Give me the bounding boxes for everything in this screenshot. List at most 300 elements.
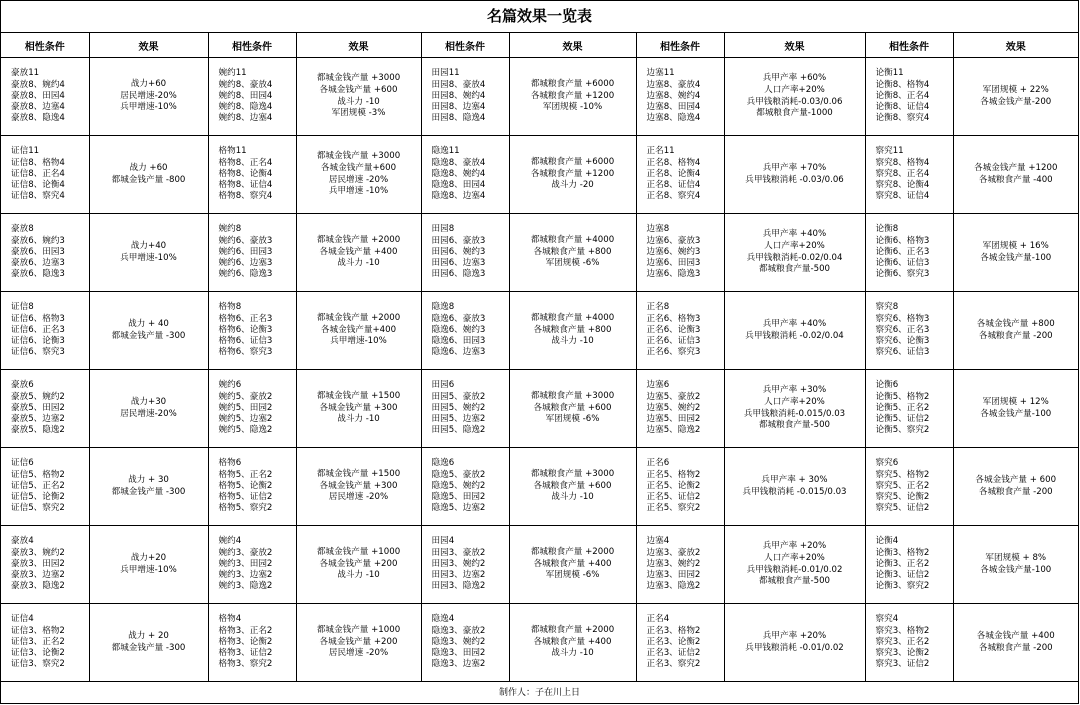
condition-line: 隐逸5、婉约2 [431, 480, 486, 491]
effect-line: 军团规模 + 16% [982, 240, 1049, 251]
effect-line: 都城金钱产量 +1500 [316, 390, 401, 401]
condition-line: 婉约5、田园2 [218, 402, 273, 413]
condition-line: 正名4 [646, 614, 670, 625]
effect-cell [724, 604, 865, 682]
condition-line: 正名3、论衡2 [646, 636, 701, 647]
effect-line: 战斗力 -20 [551, 180, 594, 191]
condition-line: 论衡5、察究2 [875, 425, 930, 436]
condition-line: 格物8、正名4 [218, 157, 273, 168]
condition-line: 豪放8 [11, 224, 34, 235]
effect-cell [724, 526, 865, 604]
condition-line: 隐逸8、豪放4 [431, 157, 486, 168]
condition-line: 察究8、论衡4 [875, 180, 930, 191]
condition-line: 论衡11 [875, 68, 904, 79]
condition-line: 正名6、证信3 [646, 336, 701, 347]
table-row [1, 370, 1078, 448]
condition-line: 田园6 [431, 380, 455, 391]
condition-cell [208, 448, 296, 526]
condition-line: 田园6、边塞3 [431, 258, 486, 269]
condition-line: 察究6、论衡3 [875, 336, 930, 347]
effect-cell [89, 58, 208, 136]
condition-line: 隐逸6 [431, 458, 455, 469]
effect-line: 都城粮食产量-1000 [756, 108, 833, 119]
condition-cell [865, 448, 953, 526]
condition-line: 正名8、察究4 [646, 191, 701, 202]
effect-line: 战斗力 -10 [337, 258, 380, 269]
condition-line: 婉约8、隐逸4 [218, 102, 273, 113]
condition-line: 隐逸8、边塞4 [431, 191, 486, 202]
condition-cell [1, 292, 89, 370]
effect-line: 各城金钱产量 +200 [319, 558, 398, 569]
effect-cell [509, 604, 636, 682]
condition-line: 隐逸6、婉约3 [431, 324, 486, 335]
header-condition: 相性条件 [865, 33, 953, 58]
effect-line: 各城金钱产量 + 600 [975, 474, 1057, 485]
condition-line: 察究8、证信4 [875, 191, 930, 202]
effect-cell [296, 526, 421, 604]
condition-cell [421, 292, 509, 370]
effect-line: 各城金钱产量+400 [320, 324, 397, 335]
effect-line: 都城金钱产量 -800 [111, 174, 186, 185]
effect-line: 兵甲产率 + 30% [761, 474, 828, 485]
condition-line: 格物3、察究2 [218, 659, 273, 670]
effect-cell [296, 292, 421, 370]
effect-line: 各城粮食产量 +400 [533, 636, 612, 647]
condition-line: 格物6、正名3 [218, 313, 273, 324]
effect-line: 兵甲产率 +40% [762, 318, 827, 329]
condition-line: 正名8、论衡4 [646, 168, 701, 179]
effect-line: 战斗力 -10 [551, 648, 594, 659]
effect-cell [509, 448, 636, 526]
effect-line: 各城金钱产量-200 [980, 96, 1052, 107]
effect-line: 战力 + 40 [128, 318, 169, 329]
condition-line: 边塞11 [646, 68, 675, 79]
condition-line: 证信5、正名2 [11, 480, 65, 491]
condition-line: 证信11 [11, 146, 40, 157]
effect-line: 兵甲增速-10% [120, 102, 177, 113]
condition-line: 证信8 [11, 302, 34, 313]
condition-line: 边塞4 [646, 536, 670, 547]
condition-line: 婉约11 [218, 68, 247, 79]
effect-line: 军团规模 -6% [545, 258, 600, 269]
effect-line: 都城金钱产量 +1000 [316, 624, 401, 635]
effect-cell [724, 448, 865, 526]
condition-cell [421, 526, 509, 604]
condition-cell [208, 58, 296, 136]
condition-line: 婉约6、隐逸3 [218, 269, 273, 280]
condition-line: 田园8、豪放4 [431, 79, 486, 90]
condition-line: 论衡8、格物4 [875, 79, 930, 90]
condition-line: 婉约8、豪放4 [218, 79, 273, 90]
condition-line: 隐逸3、边塞2 [431, 659, 486, 670]
effect-line: 军团规模 + 12% [982, 396, 1049, 407]
condition-line: 婉约6、边塞3 [218, 258, 273, 269]
effect-cell [509, 214, 636, 292]
effect-line: 各城粮食产量 -200 [978, 486, 1053, 497]
condition-line: 豪放6、隐逸3 [11, 269, 65, 280]
effect-cell [89, 448, 208, 526]
effect-line: 居民增速 -20% [328, 492, 389, 503]
condition-line: 格物6、证信3 [218, 336, 273, 347]
condition-line: 豪放3、婉约2 [11, 547, 65, 558]
condition-line: 婉约4 [218, 536, 242, 547]
condition-line: 正名6、察究3 [646, 347, 701, 358]
header-effect: 效果 [296, 33, 421, 58]
condition-cell [208, 526, 296, 604]
condition-line: 察究11 [875, 146, 904, 157]
condition-line: 田园8 [431, 224, 455, 235]
effect-cell [724, 214, 865, 292]
condition-line: 证信8、察究4 [11, 191, 65, 202]
effect-line: 军团规模 -6% [545, 570, 600, 581]
condition-line: 豪放5、隐逸2 [11, 425, 65, 436]
condition-cell [636, 292, 724, 370]
effect-line: 战力 + 20 [128, 630, 169, 641]
condition-line: 豪放5、婉约2 [11, 391, 65, 402]
condition-line: 田园3、婉约2 [431, 558, 486, 569]
effect-line: 各城金钱产量-100 [980, 252, 1052, 263]
effect-cell [953, 526, 1078, 604]
condition-cell [636, 214, 724, 292]
condition-cell [1, 370, 89, 448]
effect-line: 各城金钱产量 +400 [319, 246, 398, 257]
condition-cell [636, 136, 724, 214]
condition-line: 格物3、正名2 [218, 625, 273, 636]
condition-line: 察究8、格物4 [875, 157, 930, 168]
condition-line: 论衡5、证信2 [875, 414, 930, 425]
condition-line: 边塞8、豪放4 [646, 79, 701, 90]
condition-line: 论衡5、正名2 [875, 402, 930, 413]
condition-line: 论衡8、证信4 [875, 102, 930, 113]
effect-line: 各城金钱产量 +300 [319, 480, 398, 491]
table-body [1, 58, 1078, 682]
condition-line: 田园8、边塞4 [431, 102, 486, 113]
effect-cell [509, 526, 636, 604]
page-title: 名篇效果一览表 [1, 1, 1078, 33]
condition-line: 证信4 [11, 614, 34, 625]
effect-line: 战斗力 -10 [551, 492, 594, 503]
condition-line: 田园3、边塞2 [431, 570, 486, 581]
effect-cell [296, 448, 421, 526]
condition-line: 豪放3、隐逸2 [11, 581, 65, 592]
condition-line: 正名11 [646, 146, 675, 157]
effect-line: 兵甲钱粮消耗-0.03/0.06 [746, 96, 843, 107]
condition-line: 论衡4 [875, 536, 899, 547]
effect-line: 各城金钱产量-100 [980, 564, 1052, 575]
effect-line: 都城粮食产量-500 [758, 576, 831, 587]
header-condition: 相性条件 [1, 33, 89, 58]
condition-line: 证信6、正名3 [11, 324, 65, 335]
effect-line: 各城粮食产量 +600 [533, 402, 612, 413]
effect-line: 各城金钱产量 +1200 [974, 162, 1058, 173]
condition-line: 边塞5、豪放2 [646, 391, 701, 402]
condition-line: 边塞6 [646, 380, 670, 391]
effect-line: 人口产率+20% [764, 240, 825, 251]
condition-line: 格物8 [218, 302, 242, 313]
condition-line: 隐逸3、婉约2 [431, 636, 486, 647]
condition-line: 证信8、论衡4 [11, 180, 65, 191]
effect-line: 人口产率+20% [764, 396, 825, 407]
effect-line: 兵甲产率 +30% [762, 384, 827, 395]
condition-line: 察究5、正名2 [875, 480, 930, 491]
effect-cell [296, 58, 421, 136]
condition-line: 证信5、论衡2 [11, 492, 65, 503]
condition-line: 论衡8、正名4 [875, 90, 930, 101]
effect-line: 战力+20 [130, 552, 167, 563]
condition-line: 正名6、格物3 [646, 313, 701, 324]
condition-line: 田园6、豪放3 [431, 235, 486, 246]
effect-line: 都城金钱产量 +2000 [316, 312, 401, 323]
effect-cell [724, 136, 865, 214]
condition-cell [865, 370, 953, 448]
condition-cell [636, 448, 724, 526]
condition-line: 论衡5、格物2 [875, 391, 930, 402]
condition-line: 豪放6、边塞3 [11, 258, 65, 269]
effect-line: 各城粮食产量 +1200 [530, 168, 615, 179]
condition-line: 证信6、察究3 [11, 347, 65, 358]
effect-line: 战力 +60 [129, 162, 168, 173]
effect-cell [724, 292, 865, 370]
condition-line: 田园5、豪放2 [431, 391, 486, 402]
effect-line: 各城金钱产量 +200 [319, 636, 398, 647]
condition-line: 边塞3、婉约2 [646, 558, 701, 569]
condition-line: 豪放8、边塞4 [11, 102, 65, 113]
effect-line: 兵甲产率 +20% [762, 540, 827, 551]
effect-line: 兵甲钱粮消耗-0.02/0.04 [746, 252, 843, 263]
effect-cell [296, 214, 421, 292]
condition-line: 正名5、论衡2 [646, 480, 701, 491]
condition-line: 婉约6、田园3 [218, 246, 273, 257]
condition-line: 论衡3、格物2 [875, 547, 930, 558]
condition-line: 察究8、正名4 [875, 168, 930, 179]
condition-line: 婉约8、田园4 [218, 90, 273, 101]
condition-line: 察究8 [875, 302, 899, 313]
effect-line: 都城粮食产量-500 [758, 264, 831, 275]
effect-line: 各城粮食产量 -200 [978, 642, 1053, 653]
table-row [1, 136, 1078, 214]
effect-line: 各城粮食产量 -200 [978, 330, 1053, 341]
condition-line: 论衡6、格物3 [875, 235, 930, 246]
condition-line: 婉约3、边塞2 [218, 570, 273, 581]
effect-line: 人口产率+20% [764, 552, 825, 563]
condition-line: 论衡8 [875, 224, 899, 235]
header-condition: 相性条件 [421, 33, 509, 58]
condition-cell [208, 214, 296, 292]
condition-line: 隐逸6、边塞3 [431, 347, 486, 358]
effect-cell [296, 370, 421, 448]
effect-line: 兵甲产率 +70% [762, 162, 827, 173]
condition-line: 正名5、格物2 [646, 469, 701, 480]
effect-line: 都城粮食产量 +2000 [530, 546, 615, 557]
condition-cell [1, 214, 89, 292]
condition-line: 格物11 [218, 146, 247, 157]
effect-line: 居民增速-20% [120, 90, 177, 101]
condition-cell [421, 370, 509, 448]
effect-line: 人口产率+20% [764, 84, 825, 95]
condition-line: 正名3、察究2 [646, 659, 701, 670]
condition-line: 边塞3、田园2 [646, 570, 701, 581]
condition-cell [865, 526, 953, 604]
effect-line: 都城金钱产量 +3000 [316, 150, 401, 161]
effect-cell [724, 370, 865, 448]
condition-line: 豪放6、婉约3 [11, 235, 65, 246]
condition-line: 边塞6、隐逸3 [646, 269, 701, 280]
condition-line: 格物8、论衡4 [218, 168, 273, 179]
effect-line: 各城粮食产量 +800 [533, 324, 612, 335]
effect-line: 各城金钱产量-100 [980, 408, 1052, 419]
effect-line: 兵甲钱粮消耗-0.015/0.03 [743, 408, 846, 419]
effect-line: 都城粮食产量-500 [758, 420, 831, 431]
condition-line: 论衡3、证信2 [875, 570, 930, 581]
condition-line: 田园6、婉约3 [431, 246, 486, 257]
condition-line: 边塞3、豪放2 [646, 547, 701, 558]
effect-line: 都城金钱产量 +1500 [316, 468, 401, 479]
condition-line: 正名6、论衡3 [646, 324, 701, 335]
effect-line: 战力+30 [130, 396, 167, 407]
header-effect: 效果 [89, 33, 208, 58]
effect-cell [296, 604, 421, 682]
condition-line: 正名5、察究2 [646, 503, 701, 514]
condition-line: 隐逸11 [431, 146, 460, 157]
condition-line: 隐逸5、边塞2 [431, 503, 486, 514]
condition-cell [636, 526, 724, 604]
condition-line: 察究4 [875, 614, 899, 625]
condition-line: 察究3、正名2 [875, 636, 930, 647]
header-effect: 效果 [724, 33, 865, 58]
table-row [1, 526, 1078, 604]
effect-line: 都城金钱产量 -300 [111, 486, 186, 497]
condition-line: 证信6、论衡3 [11, 336, 65, 347]
condition-line: 隐逸5、田园2 [431, 492, 486, 503]
condition-cell [1, 58, 89, 136]
condition-line: 隐逸6、田园3 [431, 336, 486, 347]
condition-line: 豪放6、田园3 [11, 246, 65, 257]
condition-cell [421, 604, 509, 682]
condition-line: 正名8、格物4 [646, 157, 701, 168]
condition-line: 察究3、格物2 [875, 625, 930, 636]
header-effect: 效果 [509, 33, 636, 58]
condition-cell [208, 604, 296, 682]
effect-line: 都城金钱产量 +3000 [316, 72, 401, 83]
effect-line: 都城金钱产量 -300 [111, 642, 186, 653]
condition-line: 豪放4 [11, 536, 34, 547]
effect-line: 都城粮食产量 +6000 [530, 156, 615, 167]
condition-line: 证信3、格物2 [11, 625, 65, 636]
condition-line: 证信8、正名4 [11, 168, 65, 179]
condition-line: 婉约5、隐逸2 [218, 425, 273, 436]
effect-line: 各城金钱产量 +400 [976, 630, 1055, 641]
condition-line: 豪放5、边塞2 [11, 414, 65, 425]
condition-line: 格物5、论衡2 [218, 480, 273, 491]
effect-line: 兵甲产率 +60% [762, 72, 827, 83]
condition-line: 格物4 [218, 614, 242, 625]
effect-line: 战力+60 [130, 78, 167, 89]
condition-cell [1, 136, 89, 214]
condition-line: 察究5、证信2 [875, 503, 930, 514]
effect-cell [509, 136, 636, 214]
effect-line: 居民增速-20% [120, 408, 177, 419]
condition-line: 婉约3、隐逸2 [218, 581, 273, 592]
effect-line: 各城粮食产量 +800 [533, 246, 612, 257]
effect-cell [296, 136, 421, 214]
condition-line: 证信8、格物4 [11, 157, 65, 168]
condition-line: 边塞3、隐逸2 [646, 581, 701, 592]
effect-line: 兵甲增速-10% [120, 252, 177, 263]
condition-line: 婉约5、豪放2 [218, 391, 273, 402]
effect-cell [89, 370, 208, 448]
condition-cell [421, 136, 509, 214]
effect-line: 各城粮食产量 -400 [978, 174, 1053, 185]
effect-line: 兵甲钱粮消耗 -0.015/0.03 [742, 486, 847, 497]
condition-line: 察究6、格物3 [875, 313, 930, 324]
condition-line: 论衡3、察究2 [875, 581, 930, 592]
effect-line: 都城金钱产量 +1000 [316, 546, 401, 557]
condition-line: 隐逸6、豪放3 [431, 313, 486, 324]
condition-cell [421, 58, 509, 136]
condition-line: 婉约3、豪放2 [218, 547, 273, 558]
condition-line: 隐逸3、田园2 [431, 648, 486, 659]
condition-line: 论衡3、正名2 [875, 558, 930, 569]
effect-line: 都城金钱产量 -300 [111, 330, 186, 341]
condition-cell [421, 214, 509, 292]
effects-table [1, 33, 1078, 681]
effect-cell [953, 448, 1078, 526]
condition-cell [1, 526, 89, 604]
effect-line: 都城粮食产量 +4000 [530, 234, 615, 245]
condition-line: 论衡6、正名3 [875, 246, 930, 257]
effect-cell [953, 136, 1078, 214]
condition-line: 豪放8、隐逸4 [11, 113, 65, 124]
effect-line: 各城粮食产量 +600 [533, 480, 612, 491]
condition-line: 边塞6、婉约3 [646, 246, 701, 257]
effect-line: 都城金钱产量 +2000 [316, 234, 401, 245]
condition-line: 格物8、证信4 [218, 180, 273, 191]
condition-line: 豪放3、边塞2 [11, 570, 65, 581]
condition-cell [865, 58, 953, 136]
condition-line: 格物3、证信2 [218, 648, 273, 659]
effect-line: 兵甲钱粮消耗 -0.01/0.02 [745, 642, 844, 653]
condition-cell [208, 370, 296, 448]
condition-line: 格物3、论衡2 [218, 636, 273, 647]
condition-cell [636, 370, 724, 448]
effect-line: 各城金钱产量 +300 [319, 402, 398, 413]
effect-cell [509, 292, 636, 370]
condition-line: 隐逸5、豪放2 [431, 469, 486, 480]
effect-cell [89, 136, 208, 214]
condition-line: 边塞5、婉约2 [646, 402, 701, 413]
condition-cell [1, 604, 89, 682]
effect-cell [89, 604, 208, 682]
effect-line: 兵甲增速-10% [330, 336, 387, 347]
effect-line: 军团规模 -6% [545, 414, 600, 425]
condition-line: 田园3、隐逸2 [431, 581, 486, 592]
condition-line: 格物6 [218, 458, 242, 469]
condition-cell [1, 448, 89, 526]
header-row [1, 33, 1078, 58]
condition-line: 边塞6、豪放3 [646, 235, 701, 246]
condition-line: 边塞5、隐逸2 [646, 425, 701, 436]
condition-line: 论衡6、察究3 [875, 269, 930, 280]
effect-line: 兵甲钱粮消耗-0.01/0.02 [746, 564, 843, 575]
condition-line: 察究5、格物2 [875, 469, 930, 480]
condition-line: 格物6、论衡3 [218, 324, 273, 335]
condition-line: 正名8、证信4 [646, 180, 701, 191]
condition-line: 证信5、格物2 [11, 469, 65, 480]
effect-line: 战斗力 -10 [337, 96, 380, 107]
condition-line: 证信6 [11, 458, 34, 469]
header-condition: 相性条件 [208, 33, 296, 58]
condition-line: 田园8、隐逸4 [431, 113, 486, 124]
